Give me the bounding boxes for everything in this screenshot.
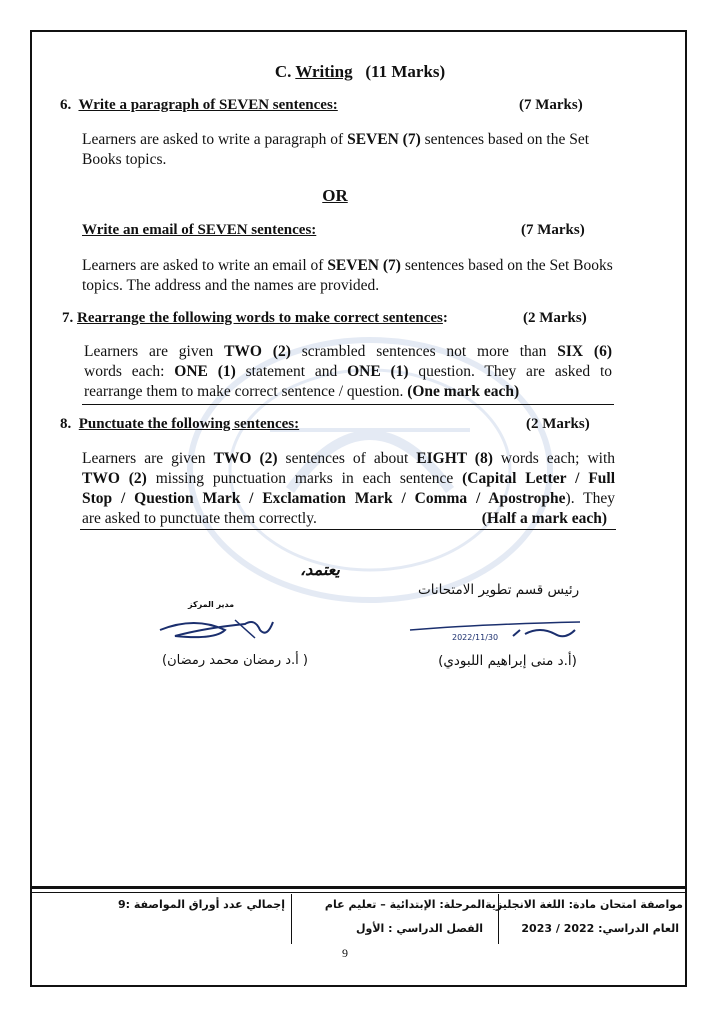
q8-heading	[60, 416, 299, 433]
footer-stage: المرحلة: الإبتدائية – تعليم عام	[324, 898, 485, 911]
q6-alt-body: Learners are asked to write an email of SEVEN (7) sentences based on the Set Books topics. The address and the names are provided.	[82, 257, 613, 294]
footer-total-pages: إجمالي عدد أوراق المواصفة :9	[117, 898, 285, 911]
q6-body: Learners are asked to write a paragraph of SEVEN (7) sentences based on the Set Books topics.	[82, 131, 590, 168]
q8-number: 8.	[60, 416, 72, 432]
footer-rule-thick	[32, 886, 685, 889]
left-signature	[155, 608, 285, 648]
footer-divider	[291, 894, 292, 944]
right-signer-name: (أ.د منى إبراهيم اللبودي)	[438, 653, 577, 669]
q6-number: 6.	[60, 97, 72, 113]
right-signature	[405, 612, 585, 648]
footer-spec: مواصفة امتحان مادة: اللغة الانجليزية	[485, 898, 683, 911]
page-number: 9	[342, 946, 348, 960]
section-name: Writing	[295, 62, 353, 81]
q6-heading	[60, 97, 338, 114]
approved-label: يعتمد،	[300, 560, 340, 579]
q7-heading-text: Rearrange the following words to make correct sentences	[77, 310, 443, 326]
footer-term: الفصل الدراسي : الأول	[355, 922, 483, 935]
q7-marks: (2 Marks)	[523, 310, 587, 326]
q6-alt-heading: Write an email of SEVEN sentences:	[82, 222, 317, 238]
q8-marks: (2 Marks)	[526, 416, 590, 432]
q7-body: Learners are given TWO (2) scrambled sentences not more than SIX (6) words each: ONE (1) statement and ONE (1) question. They are asked to rearrange them to make correct sentence / question. (One mark each)	[84, 343, 613, 400]
q8-divider	[80, 529, 616, 530]
q6-alt-marks: (7 Marks)	[521, 222, 585, 238]
left-signer-role: مدير المركز	[188, 600, 235, 609]
footer-table	[32, 886, 685, 946]
q8-body: Learners are given TWO (2) sentences of about EIGHT (8) words each; with TWO (2) missing punctuation marks in each sentence (Capital Letter / Full Stop / Question Mark / Exclamation Mark / Comma / Apostrophe). They are asked to punctuate them correctly. (Half a mark each)	[82, 450, 616, 527]
footer-year: العام الدراسي: 2022 / 2023	[521, 922, 679, 935]
section-title	[0, 62, 720, 82]
q7-divider	[82, 404, 614, 405]
q6-marks: (7 Marks)	[519, 97, 583, 113]
left-signer-name: ( أ.د رمضان محمد رمضان)	[162, 653, 308, 668]
signature-date: 2022/11/30	[452, 633, 499, 642]
q8-heading-text: Punctuate the following sentences:	[78, 416, 300, 432]
section-prefix: C.	[274, 62, 292, 81]
q6-heading-text: Write a paragraph of SEVEN sentences:	[78, 97, 338, 113]
footer-rule-thin	[32, 892, 685, 893]
section-marks: (11 Marks)	[365, 62, 446, 81]
or-separator: OR	[322, 186, 348, 205]
right-signer-role: رئيس قسم تطوير الامتحانات	[418, 582, 580, 598]
q7-heading: 7. Rearrange the following words to make correct sentences:	[62, 310, 448, 326]
q7-number: 7.	[62, 310, 74, 326]
